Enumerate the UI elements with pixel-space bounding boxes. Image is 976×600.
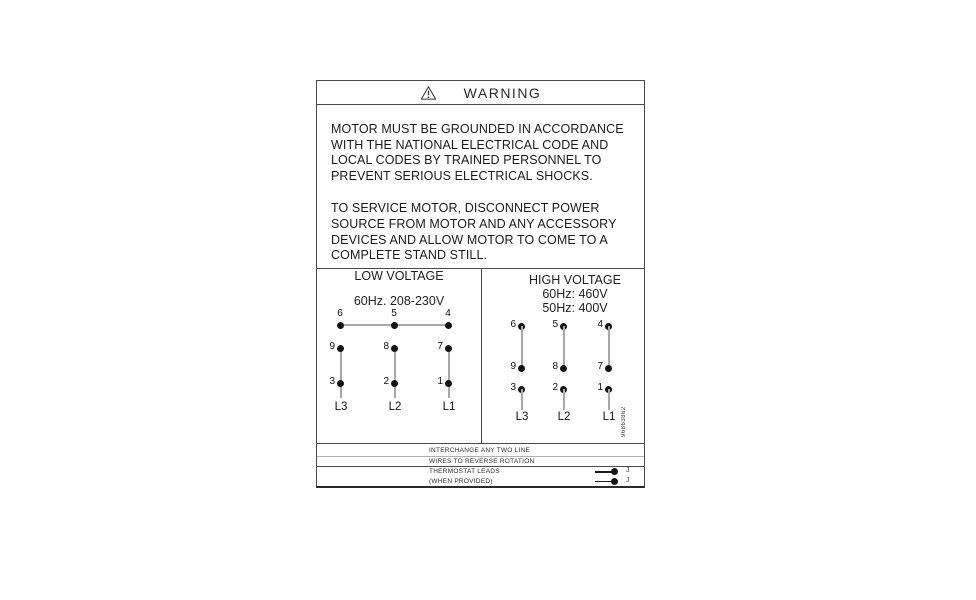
lv-terminal-8: 8 [383,341,389,352]
warning-text-line: PREVENT SERIOUS ELECTRICAL SHOCKS. [331,168,593,183]
lv-wire [394,348,396,398]
hv-terminal-4: 4 [597,319,603,330]
lv-terminal-1: 1 [437,376,443,387]
hv-terminal-1: 1 [597,382,603,393]
lv-terminal-dot [391,345,398,352]
hv-wire [563,326,565,368]
thermostat-leads-row [317,467,644,486]
rotation-note-row-2 [317,457,644,467]
lv-terminal-dot [445,345,452,352]
lv-terminal-4: 4 [445,308,451,319]
lv-line-L2: L2 [388,401,402,413]
warning-text-line: WITH THE NATIONAL ELECTRICAL CODE AND [331,137,609,152]
hv-terminal-dot [605,365,612,372]
hv-terminal-9: 9 [510,361,516,372]
hv-terminal-2: 2 [552,382,558,393]
hv-wire [521,326,523,368]
hv-wire [608,389,610,410]
service-warning-paragraph [331,201,644,263]
hv-terminal-7: 7 [597,361,603,372]
hv-terminal-dot [518,365,525,372]
rotation-note-row-1 [317,444,644,457]
hv-terminal-3: 3 [510,382,516,393]
hv-wire [521,389,523,410]
wiring-diagrams-section [317,269,644,444]
lv-terminal-3: 3 [329,376,335,387]
warning-text-line: MOTOR MUST BE GROUNDED IN ACCORDANCE [331,122,624,136]
warning-text-line: TO SERVICE MOTOR, DISCONNECT POWER [331,201,600,216]
lv-terminal-dot [391,380,398,387]
thermostat-lead-marker: J [626,467,630,475]
hv-wire [563,389,565,410]
part-number: 96863862 [621,406,627,437]
low-voltage-title: LOW VOLTAGE [354,269,444,283]
lv-terminal-7: 7 [437,341,443,352]
lv-terminal-dot [391,322,398,329]
hv-line-L3: L3 [515,411,529,423]
thermostat-lead-line [317,467,644,476]
lv-wire [448,348,450,398]
lv-terminal-5: 5 [391,308,397,319]
low-voltage-subtitle: 60Hz. 208-230V [353,294,445,308]
motor-warning-label [316,80,645,488]
thermostat-provided-note: (WHEN PROVIDED) [429,477,493,485]
hv-line-L2: L2 [557,411,571,423]
warning-header [317,81,644,105]
hv-terminal-6: 6 [510,319,516,330]
lv-terminal-9: 9 [329,341,335,352]
high-voltage-subtitle-60hz: 60Hz: 460V [542,287,608,301]
warning-text-line: DEVICES AND ALLOW MOTOR TO COME TO A [331,232,608,247]
thermostat-lead-dot [611,478,618,485]
warning-text-line: SOURCE FROM MOTOR AND ANY ACCESSORY [331,216,617,231]
grounding-warning-paragraph [331,122,644,184]
high-voltage-subtitle-50hz: 50Hz: 400V [542,301,608,315]
thermostat-leads-label: THERMOSTAT LEADS [429,468,500,476]
lv-line-L1: L1 [442,401,456,413]
hv-terminal-dot [560,365,567,372]
panel-divider [481,269,482,443]
warning-text-section [317,105,644,269]
thermostat-lead-marker: J [626,476,630,484]
hv-terminal-5: 5 [552,319,558,330]
hv-wire [608,326,610,368]
lv-line-L3: L3 [334,401,348,413]
lv-terminal-6: 6 [337,308,343,319]
thermostat-lead-dot [611,468,618,475]
high-voltage-title: HIGH VOLTAGE [529,273,621,287]
thermostat-lead-line [317,477,644,486]
warning-title: WARNING [463,84,542,101]
warning-triangle-icon [420,85,437,101]
lv-terminal-dot [337,380,344,387]
rotation-note-line: WIRES TO REVERSE ROTATION [429,458,535,465]
hv-terminal-8: 8 [552,361,558,372]
warning-text-line: LOCAL CODES BY TRAINED PERSONNEL TO [331,153,602,168]
warning-text-line: COMPLETE STAND STILL. [331,248,488,263]
lv-terminal-dot [337,345,344,352]
hv-line-L1: L1 [602,411,616,423]
lv-terminal-dot [445,322,452,329]
lv-wire [340,348,342,398]
lv-terminal-dot [337,322,344,329]
rotation-note-line: INTERCHANGE ANY TWO LINE [429,446,531,454]
lv-terminal-dot [445,380,452,387]
lv-terminal-2: 2 [383,376,389,387]
